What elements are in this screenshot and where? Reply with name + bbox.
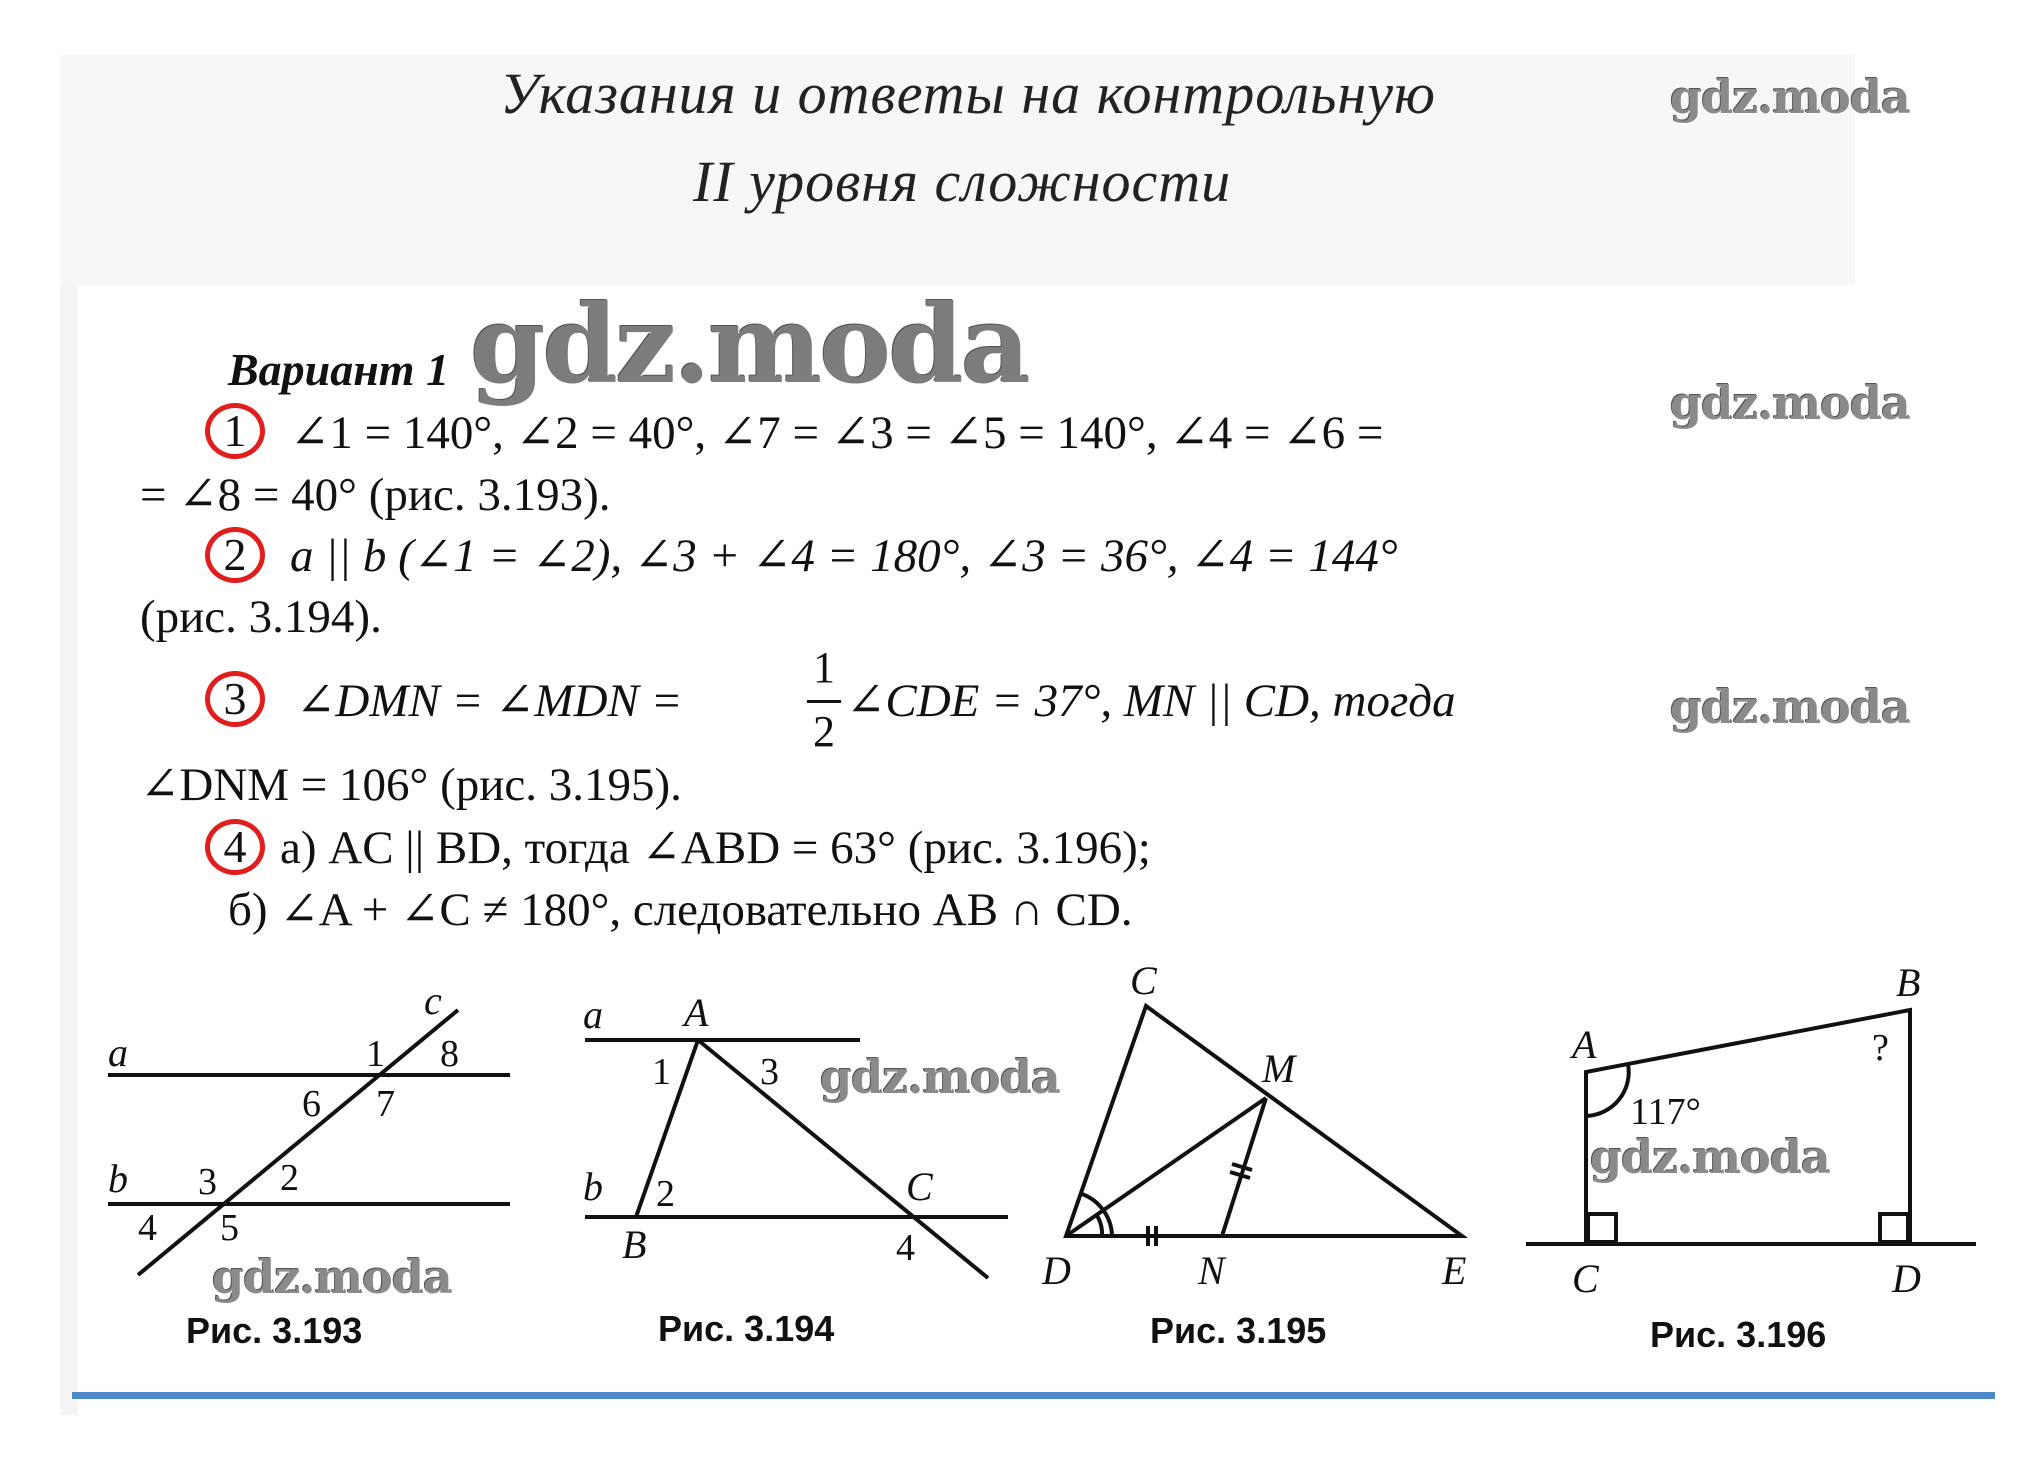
caption-fig-3-193: Рис. 3.193: [186, 1310, 363, 1351]
label-M-195: M: [1262, 1046, 1296, 1091]
answer-2-number: 2: [205, 527, 265, 583]
label-c-193: c: [424, 978, 442, 1023]
watermark-right-2: gdz.moda: [1670, 376, 1910, 430]
label-A-194: A: [684, 990, 709, 1035]
answer-1-line-2: = ∠8 = 40° (рис. 3.193).: [140, 469, 611, 521]
label-question-196: ?: [1872, 1027, 1889, 1069]
label-1-193: 1: [366, 1033, 385, 1075]
label-D-195: D: [1042, 1248, 1071, 1293]
label-3-194: 3: [760, 1051, 779, 1093]
label-4-194: 4: [896, 1227, 915, 1269]
bottom-rule: [72, 1392, 1995, 1399]
label-C-194: C: [906, 1164, 933, 1209]
label-1-194: 1: [652, 1051, 671, 1093]
watermark-large: gdz.moda: [470, 282, 1028, 408]
label-C-195: C: [1130, 958, 1157, 1003]
watermark-fig-194: gdz.moda: [820, 1050, 1060, 1104]
label-B-194: B: [622, 1222, 647, 1267]
watermark-top-right: gdz.moda: [1670, 70, 1910, 124]
answer-1-number: 1: [205, 403, 265, 459]
label-6-193: 6: [302, 1083, 321, 1125]
watermark-fig-196: gdz.moda: [1590, 1130, 1830, 1184]
title-line-2: II уровня сложности: [693, 149, 1232, 214]
angle-arc-D1: [1096, 1214, 1102, 1236]
answer-4-line-2: б) ∠A + ∠C ≠ 180°, следовательно AB ∩ CD.: [228, 884, 1133, 936]
triangle-CDE: [1066, 1006, 1462, 1236]
caption-fig-3-194: Рис. 3.194: [658, 1308, 835, 1349]
label-E-195: E: [1442, 1248, 1467, 1293]
answer-3-part-2: ∠CDE = 37°, MN || CD, тогда: [846, 675, 1456, 727]
label-B-196: B: [1896, 960, 1921, 1005]
figure-3-195: [1066, 1006, 1462, 1246]
right-angle-C: [1588, 1214, 1616, 1242]
watermark-right-3: gdz.moda: [1670, 680, 1910, 734]
answer-2-line-1: a || b (∠1 = ∠2), ∠3 + ∠4 = 180°, ∠3 = 36°, ∠4 = 144°: [290, 530, 1398, 582]
label-3-193: 3: [198, 1161, 217, 1203]
label-4-193: 4: [138, 1207, 157, 1249]
label-angle-117: 117°: [1630, 1091, 1701, 1133]
label-A-196: A: [1572, 1022, 1597, 1067]
answer-2-line-2: (рис. 3.194).: [140, 591, 382, 643]
watermark-fig-193: gdz.moda: [212, 1250, 452, 1304]
label-N-195: N: [1198, 1248, 1225, 1293]
right-angle-D: [1880, 1214, 1908, 1242]
line-c: [138, 1010, 458, 1275]
answer-3-part-1: ∠DMN = ∠MDN =: [296, 675, 683, 727]
answer-1-line-1: ∠1 = 140°, ∠2 = 40°, ∠7 = ∠3 = ∠5 = 140°, ∠4 = ∠6 =: [290, 407, 1384, 459]
title-line-1: Указания и ответы на контрольную: [500, 61, 1436, 126]
label-a-194: a: [583, 992, 603, 1037]
answer-4-number: 4: [205, 819, 265, 875]
label-7-193: 7: [376, 1083, 395, 1125]
caption-fig-3-196: Рис. 3.196: [1650, 1314, 1827, 1355]
answer-3-fraction-numerator: 1: [813, 643, 835, 692]
label-b-194: b: [583, 1164, 603, 1209]
label-2-194: 2: [656, 1173, 675, 1215]
label-D-196: D: [1892, 1256, 1921, 1301]
label-C-196: C: [1572, 1256, 1599, 1301]
caption-fig-3-195: Рис. 3.195: [1150, 1310, 1327, 1351]
answer-4-line-1: а) AC || BD, тогда ∠ABD = 63° (рис. 3.196);: [280, 822, 1151, 874]
label-8-193: 8: [440, 1033, 459, 1075]
label-b-193: b: [108, 1156, 128, 1201]
label-5-193: 5: [220, 1207, 239, 1249]
answer-3-number: 3: [205, 671, 265, 727]
answer-3-fraction-denominator: 2: [813, 707, 835, 756]
variant-label: Вариант 1: [228, 344, 450, 395]
label-a-193: a: [108, 1030, 128, 1075]
label-2-193: 2: [280, 1157, 299, 1199]
answer-3-line-2: ∠DNM = 106° (рис. 3.195).: [140, 759, 682, 811]
